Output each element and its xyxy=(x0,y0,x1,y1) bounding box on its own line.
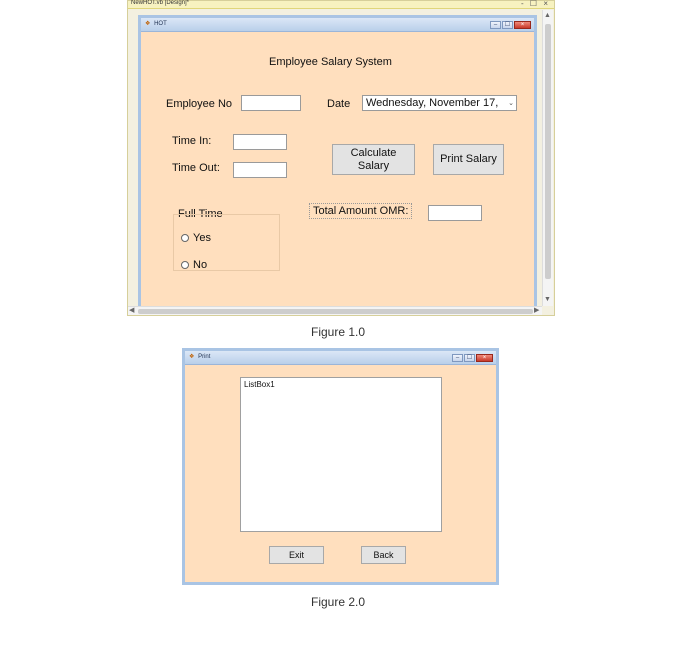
full-time-label: Full Time xyxy=(178,208,223,220)
minimize-icon[interactable]: – xyxy=(490,21,501,29)
ide-window-controls[interactable]: - ☐ × xyxy=(521,0,550,8)
employee-no-input[interactable] xyxy=(241,95,301,111)
minimize-icon[interactable]: – xyxy=(452,354,463,362)
ide-horizontal-scrollbar[interactable] xyxy=(128,306,542,315)
total-amount-label: Total Amount OMR: xyxy=(309,203,412,219)
scroll-right-icon[interactable]: ▶ xyxy=(534,307,540,314)
hot-form-window xyxy=(138,15,537,306)
exit-button[interactable]: Exit xyxy=(269,546,324,564)
time-out-label: Time Out: xyxy=(172,162,220,174)
hot-form-title: HOT xyxy=(154,21,167,27)
hot-form-titlebar[interactable] xyxy=(141,18,534,32)
close-icon[interactable]: × xyxy=(476,354,493,362)
print-form-titlebar[interactable] xyxy=(185,351,496,365)
ide-document-tab[interactable]: NewHOT.vb [Design]* xyxy=(131,0,190,6)
print-form-window xyxy=(182,348,499,585)
maximize-icon[interactable]: ☐ xyxy=(502,21,513,29)
close-icon[interactable]: × xyxy=(514,21,531,29)
no-radio-label: No xyxy=(193,259,208,271)
time-in-input[interactable] xyxy=(233,134,287,150)
date-label: Date xyxy=(327,98,351,110)
figure-2-caption: Figure 2.0 xyxy=(311,595,366,609)
total-amount-input[interactable] xyxy=(428,205,482,221)
yes-radio[interactable] xyxy=(181,232,211,244)
form-app-icon: ❖ xyxy=(145,21,151,27)
yes-radio-label: Yes xyxy=(193,232,211,244)
scroll-down-icon[interactable]: ▼ xyxy=(544,296,551,303)
radio-unchecked-icon xyxy=(181,261,189,269)
ide-vertical-scrollbar[interactable] xyxy=(542,10,553,306)
chevron-down-icon[interactable]: ⌄ xyxy=(508,100,514,107)
radio-unchecked-icon xyxy=(181,234,189,242)
listbox-label: ListBox1 xyxy=(244,380,275,389)
vertical-scroll-thumb[interactable] xyxy=(545,24,551,279)
figure-1-caption: Figure 1.0 xyxy=(311,325,366,339)
print-form-title: Print xyxy=(198,354,211,360)
no-radio[interactable] xyxy=(181,259,207,271)
date-picker[interactable] xyxy=(362,95,517,111)
print-salary-button[interactable]: Print Salary xyxy=(433,144,504,175)
ide-tab-bar xyxy=(128,1,554,9)
form-app-icon: ❖ xyxy=(189,354,195,360)
time-in-label: Time In: xyxy=(172,135,212,147)
back-button[interactable]: Back xyxy=(361,546,406,564)
scroll-left-icon[interactable]: ◀ xyxy=(129,307,135,314)
time-out-input[interactable] xyxy=(233,162,287,178)
print-listbox[interactable] xyxy=(240,377,442,532)
employee-no-label: Employee No xyxy=(166,98,233,110)
scroll-up-icon[interactable]: ▲ xyxy=(544,12,551,19)
horizontal-scroll-thumb[interactable] xyxy=(138,309,533,314)
date-picker-value: Wednesday, November 17, xyxy=(366,97,499,109)
page-title: Employee Salary System xyxy=(269,56,392,68)
maximize-icon[interactable]: ☐ xyxy=(464,354,475,362)
calculate-salary-button[interactable]: Calculate Salary xyxy=(332,144,415,175)
